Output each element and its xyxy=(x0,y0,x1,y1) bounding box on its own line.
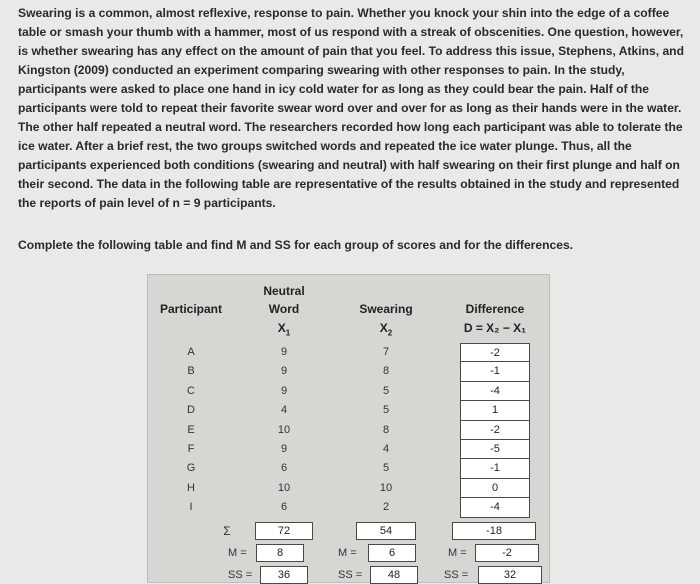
difference-header: Difference xyxy=(465,302,525,316)
data-table xyxy=(147,274,550,583)
neutral-sum-input[interactable]: 72 xyxy=(255,522,313,540)
difference-m-label: M = xyxy=(448,546,467,559)
swearing-variable: $X_2$ xyxy=(379,321,393,338)
difference-input[interactable]: -1 xyxy=(460,362,530,381)
swearing-cell: 8 xyxy=(382,423,390,436)
neutral-header-line1: Neutral xyxy=(263,284,305,298)
swearing-cell: 8 xyxy=(382,365,390,378)
swearing-cell: 10 xyxy=(379,481,393,494)
difference-input[interactable]: -4 xyxy=(460,382,530,401)
difference-sum-input[interactable]: -18 xyxy=(452,522,536,540)
difference-input[interactable]: -5 xyxy=(460,440,530,459)
difference-input[interactable]: 1 xyxy=(460,401,530,420)
swearing-cell: 5 xyxy=(382,404,390,417)
sigma-symbol: Σ xyxy=(223,523,231,538)
neutral-cell: 9 xyxy=(280,346,288,358)
difference-input[interactable]: 0 xyxy=(460,479,530,498)
swearing-ss-input[interactable]: 48 xyxy=(370,566,418,584)
problem-paragraph: Swearing is a common, almost reflexive, response to pain. Whether you knock your shin into the edge of a coffee table or smash your thumb with a hammer, most of us respond with a streak of obscenities. One question, however, is whether swearing has any effect on the amount of pain that you feel. To address this issue, Stephens, Atkins, and Kingston (2009) conducted an experiment comparing swearing with other responses to pain. In the study, participants were asked to place one hand in icy cold water for as long as they could bear the pain. Half of the participants were told to repeat their favorite swear word over and over for as long as their hands were in the water. The other half repeated a neutral word. The researchers recorded how long each participant was able to tolerate the ice water. After a brief rest, the two groups switched words and repeated the ice water plunge. Thus, all the participants experienced both conditions (swearing and neutral) with half swearing on their first plunge and half on their second. The data in the following table are representative of the results obtained in the study and represented the reports of pain level of n = 9 participants. xyxy=(18,6,684,210)
participant-cell: H xyxy=(187,481,195,494)
swearing-m-label: M = xyxy=(338,546,357,559)
neutral-ss-input[interactable]: 36 xyxy=(260,566,308,584)
neutral-header-line2: Word xyxy=(268,302,300,316)
participant-cell: B xyxy=(187,365,195,378)
difference-ss-input[interactable]: 32 xyxy=(478,566,542,584)
swearing-cell: 2 xyxy=(382,501,390,514)
difference-input[interactable]: -2 xyxy=(460,343,530,362)
difference-input[interactable]: -1 xyxy=(460,459,530,478)
difference-input[interactable]: -4 xyxy=(460,498,530,517)
swearing-ss-label: SS = xyxy=(338,568,363,581)
participant-cell: I xyxy=(189,501,193,514)
neutral-mean-input[interactable]: 8 xyxy=(256,544,304,562)
neutral-cell: 9 xyxy=(280,365,288,378)
neutral-cell: 10 xyxy=(277,481,291,494)
difference-mean-input[interactable]: -2 xyxy=(475,544,539,562)
neutral-ss-label: SS = xyxy=(228,568,253,581)
difference-formula: D = X₂ − X₁ xyxy=(463,321,527,335)
neutral-cell: 6 xyxy=(280,462,288,475)
swearing-cell: 5 xyxy=(382,462,390,475)
neutral-cell: 6 xyxy=(280,501,288,514)
neutral-cell: 9 xyxy=(280,384,288,397)
participant-cell: F xyxy=(187,443,195,455)
neutral-m-label: M = xyxy=(228,546,247,559)
instruction-text: Complete the following table and find M and SS for each group of scores and for the differences. xyxy=(18,238,574,252)
participant-cell: C xyxy=(187,384,195,397)
participant-cell: G xyxy=(186,462,196,475)
neutral-cell: 10 xyxy=(277,423,291,436)
swearing-cell: 4 xyxy=(382,443,390,455)
participant-cell: A xyxy=(187,346,195,358)
swearing-cell: 5 xyxy=(382,384,390,397)
swearing-cell: 7 xyxy=(382,346,390,358)
difference-ss-label: SS = xyxy=(444,568,469,581)
participant-cell: D xyxy=(187,404,195,417)
swearing-header: Swearing xyxy=(359,302,413,316)
neutral-cell: 9 xyxy=(280,443,288,455)
participant-cell: E xyxy=(187,423,195,436)
participant-header: Participant xyxy=(159,302,222,316)
swearing-mean-input[interactable]: 6 xyxy=(368,544,416,562)
swearing-sum-input[interactable]: 54 xyxy=(356,522,416,540)
difference-input[interactable]: -2 xyxy=(460,421,530,440)
neutral-cell: 4 xyxy=(280,404,288,417)
neutral-variable: $X_1$ xyxy=(277,321,291,338)
